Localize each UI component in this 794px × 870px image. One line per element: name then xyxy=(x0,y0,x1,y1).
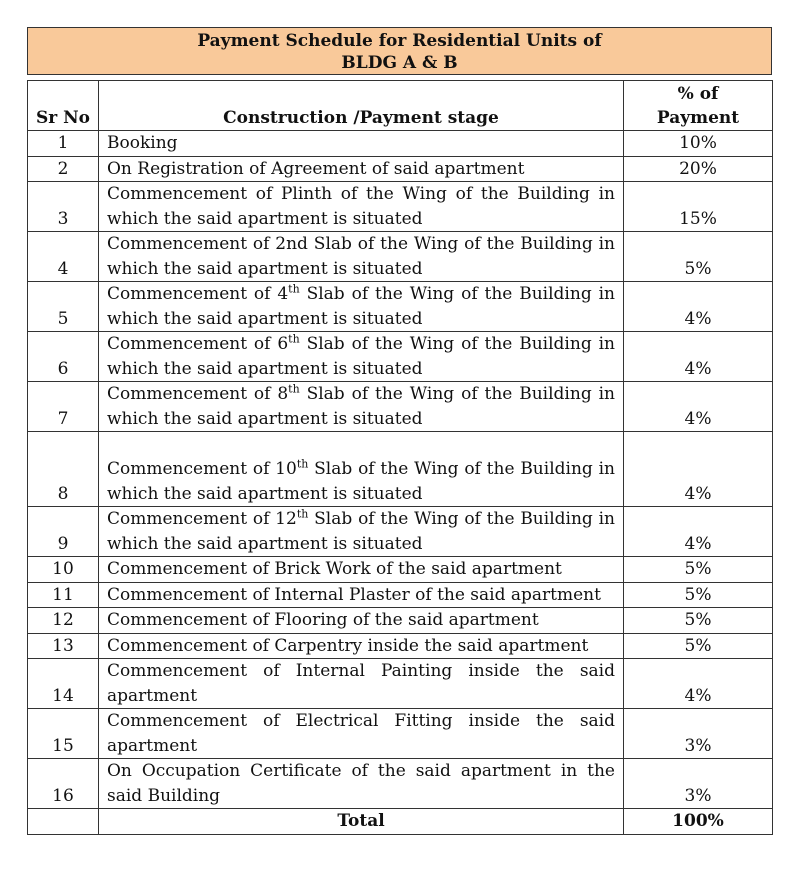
row-sr-no: 6 xyxy=(28,332,99,382)
row-stage xyxy=(99,633,624,659)
row-stage-text-rest: Slab of the Wing of the Building in which the said apartment is situated xyxy=(107,334,615,379)
row-stage-text: Commencement of Plinth of the Wing of the Building in which the said apartment is situated xyxy=(107,184,615,229)
row-stage xyxy=(99,557,624,583)
row-stage xyxy=(99,507,624,557)
row-stage-ordinal-suffix: th xyxy=(296,457,309,471)
row-stage-text: On Occupation Certificate of the said apartment in the said Building xyxy=(107,761,615,806)
table-row xyxy=(28,282,773,332)
row-stage-text: Commencement of Flooring of the said apartment xyxy=(107,610,539,630)
row-sr-no: 9 xyxy=(28,507,99,557)
row-stage xyxy=(99,282,624,332)
row-sr-no: 15 xyxy=(28,709,99,759)
table-row xyxy=(28,182,773,232)
row-percent: 3% xyxy=(624,759,773,809)
row-sr-no: 2 xyxy=(28,156,99,182)
row-percent: 4% xyxy=(624,507,773,557)
row-percent: 3% xyxy=(624,709,773,759)
row-percent: 5% xyxy=(624,582,773,608)
row-sr-no: 4 xyxy=(28,232,99,282)
table-row xyxy=(28,633,773,659)
table-row xyxy=(28,382,773,432)
row-sr-no: 16 xyxy=(28,759,99,809)
page-title xyxy=(27,27,772,75)
row-stage xyxy=(99,232,624,282)
row-stage xyxy=(99,131,624,157)
header-stage: Construction /Payment stage xyxy=(99,81,624,131)
row-stage-ordinal-suffix: th xyxy=(288,282,300,296)
row-sr-no: 13 xyxy=(28,633,99,659)
row-stage xyxy=(99,382,624,432)
row-sr-no: 1 xyxy=(28,131,99,157)
row-stage-text: Commencement of Internal Plaster of the said apartment xyxy=(107,584,601,605)
row-sr-no: 12 xyxy=(28,608,99,634)
row-sr-no: 5 xyxy=(28,282,99,332)
table-row xyxy=(28,557,773,583)
header-sr-no: Sr No xyxy=(28,81,99,131)
total-row xyxy=(28,809,773,835)
row-percent: 5% xyxy=(624,232,773,282)
payment-schedule-table xyxy=(27,80,773,835)
row-stage-ordinal-suffix: th xyxy=(288,332,300,346)
table-row xyxy=(28,608,773,634)
row-percent: 4% xyxy=(624,332,773,382)
row-stage-text: Commencement of Internal Painting inside the said apartment xyxy=(107,661,615,706)
total-label: Total xyxy=(99,809,624,835)
row-stage-text: Commencement of Electrical Fitting inside the said apartment xyxy=(107,711,615,756)
table-row xyxy=(28,582,773,608)
total-percent: 100% xyxy=(624,809,773,835)
row-stage-text: Commencement of 12 xyxy=(107,509,297,529)
row-stage-text: Commencement of 4 xyxy=(107,284,289,304)
title-line-2: BLDG A & B xyxy=(341,53,458,73)
row-percent: 4% xyxy=(624,382,773,432)
header-percent-line-1: % of xyxy=(677,84,719,104)
row-percent: 10% xyxy=(624,131,773,157)
row-percent: 5% xyxy=(624,557,773,583)
row-stage-text-rest: Slab of the Wing of the Building in which the said apartment is situated xyxy=(107,384,615,429)
row-percent: 4% xyxy=(624,659,773,709)
row-stage xyxy=(99,759,624,809)
row-stage-text: Booking xyxy=(107,133,178,153)
row-sr-no: 3 xyxy=(28,182,99,232)
row-sr-no: 11 xyxy=(28,582,99,608)
total-sr-cell xyxy=(28,809,99,835)
row-stage xyxy=(99,332,624,382)
row-percent: 15% xyxy=(624,182,773,232)
header-percent xyxy=(624,81,773,131)
row-sr-no: 14 xyxy=(28,659,99,709)
row-stage-text: Commencement of 2nd Slab of the Wing of the Building in which the said apartment is situated xyxy=(107,234,615,279)
table-row xyxy=(28,332,773,382)
row-stage xyxy=(99,182,624,232)
table-row xyxy=(28,232,773,282)
row-stage xyxy=(99,156,624,182)
table-row xyxy=(28,659,773,709)
row-stage-text-rest: Slab of the Wing of the Building in which the said apartment is situated xyxy=(107,284,615,329)
row-percent: 4% xyxy=(624,282,773,332)
row-stage xyxy=(99,432,624,507)
title-line-1: Payment Schedule for Residential Units of xyxy=(197,31,602,51)
header-percent-line-2: Payment xyxy=(656,108,740,128)
row-stage xyxy=(99,659,624,709)
table-row xyxy=(28,131,773,157)
row-stage-text: Commencement of 8 xyxy=(107,384,289,404)
row-stage-text-rest: Slab of the Wing of the Building in which the said apartment is situated xyxy=(107,459,615,504)
row-percent: 20% xyxy=(624,156,773,182)
table-row xyxy=(28,507,773,557)
row-stage-ordinal-suffix: th xyxy=(296,507,309,521)
row-sr-no: 7 xyxy=(28,382,99,432)
row-stage-text: Commencement of 6 xyxy=(107,334,289,354)
row-stage xyxy=(99,608,624,634)
row-sr-no: 10 xyxy=(28,557,99,583)
row-stage-text: Commencement of 10 xyxy=(107,459,297,479)
row-percent: 4% xyxy=(624,432,773,507)
row-stage-text: Commencement of Brick Work of the said apartment xyxy=(107,559,562,579)
table-row xyxy=(28,759,773,809)
table-row xyxy=(28,432,773,507)
row-sr-no: 8 xyxy=(28,432,99,507)
row-percent: 5% xyxy=(624,608,773,634)
table-row xyxy=(28,156,773,182)
row-stage xyxy=(99,582,624,608)
row-stage-text: On Registration of Agreement of said apartment xyxy=(107,158,525,179)
table-row xyxy=(28,709,773,759)
row-stage-ordinal-suffix: th xyxy=(288,382,300,396)
row-percent: 5% xyxy=(624,633,773,659)
row-stage-text: Commencement of Carpentry inside the said apartment xyxy=(107,635,589,656)
header-row xyxy=(28,81,773,131)
row-stage-text-rest: Slab of the Wing of the Building in which the said apartment is situated xyxy=(107,509,615,554)
row-stage xyxy=(99,709,624,759)
